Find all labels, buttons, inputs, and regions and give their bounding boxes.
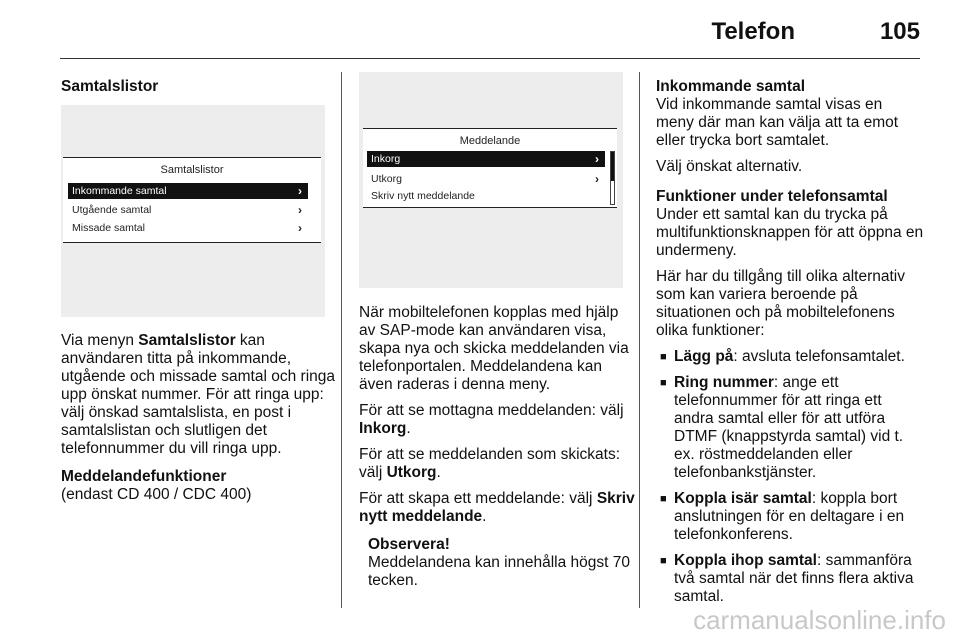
list-item: ■ Lägg på: avsluta telefonsamtalet.: [660, 348, 905, 365]
section-heading-message-functions: Meddelandefunktioner: [61, 468, 227, 485]
paragraph: Via menyn Samtalslistor kan användaren titta på inkommande, utgående och missade samtal och ringa upp önskat nummer. För att ringa upp: välj önskad samtalslista, en post i samtalslistan och slutligen det telefonnummer du vill ringa upp.: [61, 332, 335, 457]
note-box: [359, 536, 635, 590]
menu-item-write-new-message: [367, 188, 605, 204]
call-lists-menu-panel: [63, 157, 321, 243]
call-lists-menu-title: Samtalslistor: [160, 164, 224, 176]
header-divider: [60, 58, 920, 59]
menu-item-label: Skriv nytt meddelande: [371, 190, 475, 202]
page-number: 105: [879, 18, 920, 45]
section-heading-incoming-call: Inkommande samtal: [656, 78, 806, 95]
menu-item-label: Utgående samtal: [72, 204, 152, 216]
messages-menu-panel: [363, 128, 617, 208]
column-1-text: [61, 332, 351, 512]
note-text: Meddelandena kan innehålla högst 70 tecken.: [368, 554, 630, 589]
bullet-square-icon: ■: [660, 555, 667, 567]
paragraph: Här har du tillgång till olika alternativ som kan variera beroende på situationen och på mobiltelefonens olika funktioner:: [656, 268, 905, 339]
menu-item-label: Utkorg: [371, 173, 402, 185]
messages-screen-illustration: [359, 72, 623, 288]
paragraph: För att skapa ett meddelande: välj Skriv nytt meddelande.: [359, 490, 635, 525]
bullet-square-icon: ■: [660, 351, 667, 363]
chevron-right-icon: ›: [298, 184, 302, 198]
menu-item-outbox: [367, 171, 605, 187]
paragraph: Under ett samtal kan du trycka på multifunktionsknappen för att öppna en undermeny.: [656, 206, 924, 259]
column-2-text: [359, 304, 635, 590]
note-heading: Observera!: [368, 536, 450, 553]
page-header-title: Telefon: [711, 18, 795, 45]
chevron-right-icon: ›: [298, 221, 302, 235]
menu-item-label: Inkommande samtal: [72, 185, 167, 197]
paragraph: För att se mottagna meddelanden: välj Inkorg.: [359, 402, 624, 437]
function-list: [656, 348, 924, 606]
menu-item-label: Inkorg: [371, 153, 401, 165]
bullet-square-icon: ■: [660, 493, 667, 505]
bullet-square-icon: ■: [660, 377, 667, 389]
scrollbar: [610, 151, 615, 205]
column-divider-2: [639, 72, 640, 608]
menu-item-inbox: [367, 151, 605, 167]
paragraph: (endast CD 400 / CDC 400): [61, 486, 252, 503]
section-heading-call-lists: Samtalslistor: [61, 78, 159, 95]
menu-item-label: Missade samtal: [72, 222, 145, 234]
messages-menu-title: Meddelande: [459, 135, 521, 147]
column-3-text: [656, 78, 924, 614]
chevron-right-icon: ›: [298, 203, 302, 217]
paragraph: Välj önskat alternativ.: [656, 158, 803, 175]
chevron-right-icon: ›: [595, 172, 599, 186]
list-item: ■ Koppla isär samtal: koppla bort anslutningen för en deltagare i en telefonkonferens.: [660, 490, 905, 543]
menu-item-incoming-calls: [68, 183, 308, 199]
column-1: [61, 78, 329, 96]
paragraph: Vid inkommande samtal visas en meny där man kan välja att ta emot eller trycka bort samtalet.: [656, 96, 899, 149]
paragraph: För att se meddelanden som skickats: välj Utkorg.: [359, 446, 621, 481]
section-heading-call-functions: Funktioner under telefonsamtal: [656, 188, 888, 205]
scrollbar-thumb: [611, 152, 614, 181]
list-item: ■ Ring nummer: ange ett telefonnummer för att ringa ett andra samtal eller för att utföra DTMF (knappstyrda samtal) vid t. ex. röstmeddelanden eller telefonbankstjänster.: [660, 374, 904, 481]
watermark: carmanualsonline.info: [693, 605, 946, 635]
chevron-right-icon: ›: [595, 152, 599, 166]
menu-item-outgoing-calls: [68, 202, 308, 218]
menu-item-missed-calls: [68, 220, 308, 236]
call-lists-screen-illustration: [61, 105, 325, 317]
paragraph: När mobiltelefonen kopplas med hjälp av SAP-mode kan användaren visa, skapa nya och skicka meddelanden via telefonportalen. Meddelandena kan även raderas i denna meny.: [359, 304, 629, 393]
list-item: ■ Koppla ihop samtal: sammanföra två samtal när det finns flera aktiva samtal.: [660, 552, 914, 605]
